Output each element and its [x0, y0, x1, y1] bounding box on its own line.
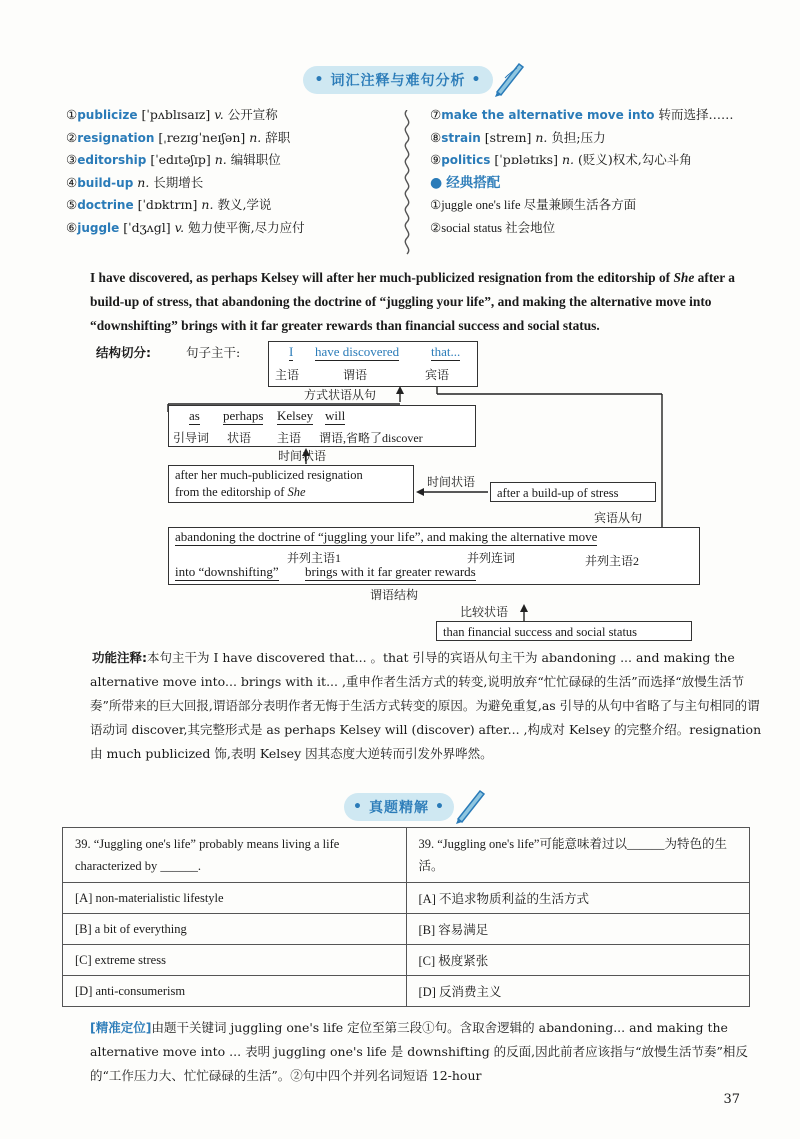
- locate-label: [精准定位]: [90, 1020, 152, 1035]
- object-clause-box: [168, 527, 700, 585]
- after1-line1: after her much-publicized resignation: [175, 468, 363, 482]
- comp-text: than financial success and social status: [443, 625, 638, 639]
- subj1-label: 并列主语1: [287, 551, 342, 565]
- section-banner-questions: • 真题精解 •: [344, 793, 454, 821]
- difficult-sentence: I have discovered, as perhaps Kelsey will after her much-publicized resignation from the editorship of She after a build-up of stress, that abandoning the doctrine of “juggling your life”, and making the alternative move into “downshifting” brings with it far greater rewards than financial success and social status.: [90, 270, 735, 333]
- vocab-item: ⑦make the alternative move into 转而选择……: [430, 107, 734, 122]
- structure-label: 结构切分:: [96, 345, 151, 360]
- obj-clause-label: 宾语从句: [594, 511, 643, 525]
- table-row: [63, 914, 750, 945]
- vocab-item: ⑨politics [ˈpɒlətɪks] n. (贬义)权术,勾心斗角: [430, 152, 692, 167]
- as-w3: Kelsey: [277, 408, 314, 423]
- classic-item: ①juggle one's life 尽量兼顾生活各方面: [430, 198, 637, 212]
- as-w2: perhaps: [223, 408, 264, 423]
- main-label: 句子主干:: [186, 345, 241, 360]
- as-l1: 引导词: [173, 431, 210, 445]
- table-row: [63, 883, 750, 914]
- function-note: [90, 646, 762, 766]
- main-l1: 主语: [275, 368, 300, 382]
- as-l4: 谓语,省略了discover: [319, 431, 423, 445]
- big-line2b: brings with it far greater rewards: [305, 564, 476, 579]
- vocab-item: ⑥juggle [ˈdʒʌgl] v. 勉力使平衡,尽力应付: [66, 219, 305, 235]
- table-row: [63, 945, 750, 976]
- section-banner-vocab: • 词汇注释与难句分析 •: [303, 66, 493, 94]
- after1-line2: from the editorship of She: [175, 485, 306, 499]
- main-l3: 宾语: [425, 368, 450, 382]
- main-w3: that...: [431, 344, 461, 359]
- after-buildup-box: [490, 482, 656, 502]
- comparison-box: [436, 621, 692, 641]
- locate-paragraph: [90, 1016, 762, 1088]
- time-adv-label: 时间状语: [278, 449, 327, 463]
- banner-title: 真题精解: [369, 800, 429, 816]
- subj2-label: 并列主语2: [585, 554, 640, 568]
- option-zh: [B] 容易满足: [406, 914, 750, 945]
- option-zh: [C] 极度紧张: [406, 945, 750, 976]
- main-w1: I: [289, 344, 294, 359]
- comp-label: 比较状语: [460, 605, 509, 619]
- as-l3: 主语: [277, 431, 302, 445]
- banner-title: 词汇注释与难句分析: [330, 73, 466, 89]
- classic-item: ②social status 社会地位: [430, 220, 556, 235]
- question-zh: 39. “Juggling one's life”可能意味着过以______为特色的生活。: [406, 828, 750, 883]
- option-en: [B] a bit of everything: [63, 914, 407, 945]
- vocab-item: ①publicize [ˈpʌblɪsaɪz] v. 公开宣称: [66, 107, 278, 122]
- as-w1: as: [189, 408, 200, 423]
- big-line1: abandoning the doctrine of “juggling your life”, and making the alternative move: [175, 529, 598, 544]
- table-row: [63, 828, 750, 883]
- main-w2: have discovered: [315, 344, 400, 359]
- option-zh: [D] 反消费主义: [406, 976, 750, 1007]
- adv-clause-label: 方式状语从句: [304, 388, 377, 402]
- pen-icon: [452, 785, 488, 825]
- vocab-item: ⑧strain [streɪn] n. 负担;压力: [430, 129, 606, 145]
- option-en: [D] anti-consumerism: [63, 976, 407, 1007]
- table-row: [63, 976, 750, 1007]
- question-table: [62, 827, 750, 1007]
- classic-heading: ● 经典搭配: [430, 174, 501, 191]
- locate-text: 由题干关键词 juggling one's life 定位至第三段①句。含取舍逻辑的 abandoning... and making the alternative move into ... 表明 juggling one's life 是 downshifting 的反面,因此前者应该指与“放慢生活节奏”相反的“工作压力大、忙忙碌碌的生活”。②句中四个并列名词短语 12-hour: [90, 1020, 748, 1083]
- function-note-label: 功能注释:: [92, 650, 147, 665]
- option-zh: [A] 不追求物质利益的生活方式: [406, 883, 750, 914]
- page-number: 37: [723, 1092, 740, 1107]
- bullet-icon: ●: [430, 174, 443, 191]
- main-clause-box: [268, 341, 478, 387]
- vocab-item: ②resignation [ˌrezɪgˈneɪʃən] n. 辞职: [66, 129, 291, 145]
- after-resignation-box: [168, 465, 414, 503]
- as-clause-box: [168, 405, 476, 447]
- as-l2: 状语: [227, 431, 252, 445]
- question-en: 39. “Juggling one's life” probably means living a life characterized by ______.: [63, 828, 407, 883]
- vocab-item: ③editorship [ˈedɪtəʃɪp] n. 编辑职位: [66, 152, 281, 167]
- vocab-item: ④build-up n. 长期增长: [66, 174, 204, 190]
- after2-text: after a build-up of stress: [497, 486, 619, 500]
- big-line2a: into “downshifting”: [175, 564, 279, 579]
- option-en: [C] extreme stress: [63, 945, 407, 976]
- vocab-item: ⑤doctrine [ˈdɒktrɪn] n. 教义,学说: [66, 197, 272, 212]
- conj-label: 并列连词: [467, 551, 516, 565]
- main-l2: 谓语: [343, 368, 368, 382]
- time-adv-label-2: 时间状语: [427, 475, 476, 489]
- as-w4: will: [325, 408, 346, 423]
- function-note-text: 本句主干为 I have discovered that... 。that 引导的宾语从句主干为 abandoning ... and making the alternative move into... brings with it... ,重申作者生活方式的转变,说明放弃“忙忙碌碌的生活”而选择“放慢生活节奏”所带来的巨大回报,谓语部分表明作者无悔于生活方式转变的原因。为避免重复,as 引导的从句中省略了与主句相同的谓语动词 discover,其完整形式是 as perhaps Kelsey will (discover) after... ,构成对 Kelsey 的完整介绍。resignation 由 much publicized 饰,表明 Kelsey 因其态度大逆转而引发外界哗然。: [90, 650, 762, 761]
- option-en: [A] non-materialistic lifestyle: [63, 883, 407, 914]
- pred-struct-label: 谓语结构: [370, 588, 419, 602]
